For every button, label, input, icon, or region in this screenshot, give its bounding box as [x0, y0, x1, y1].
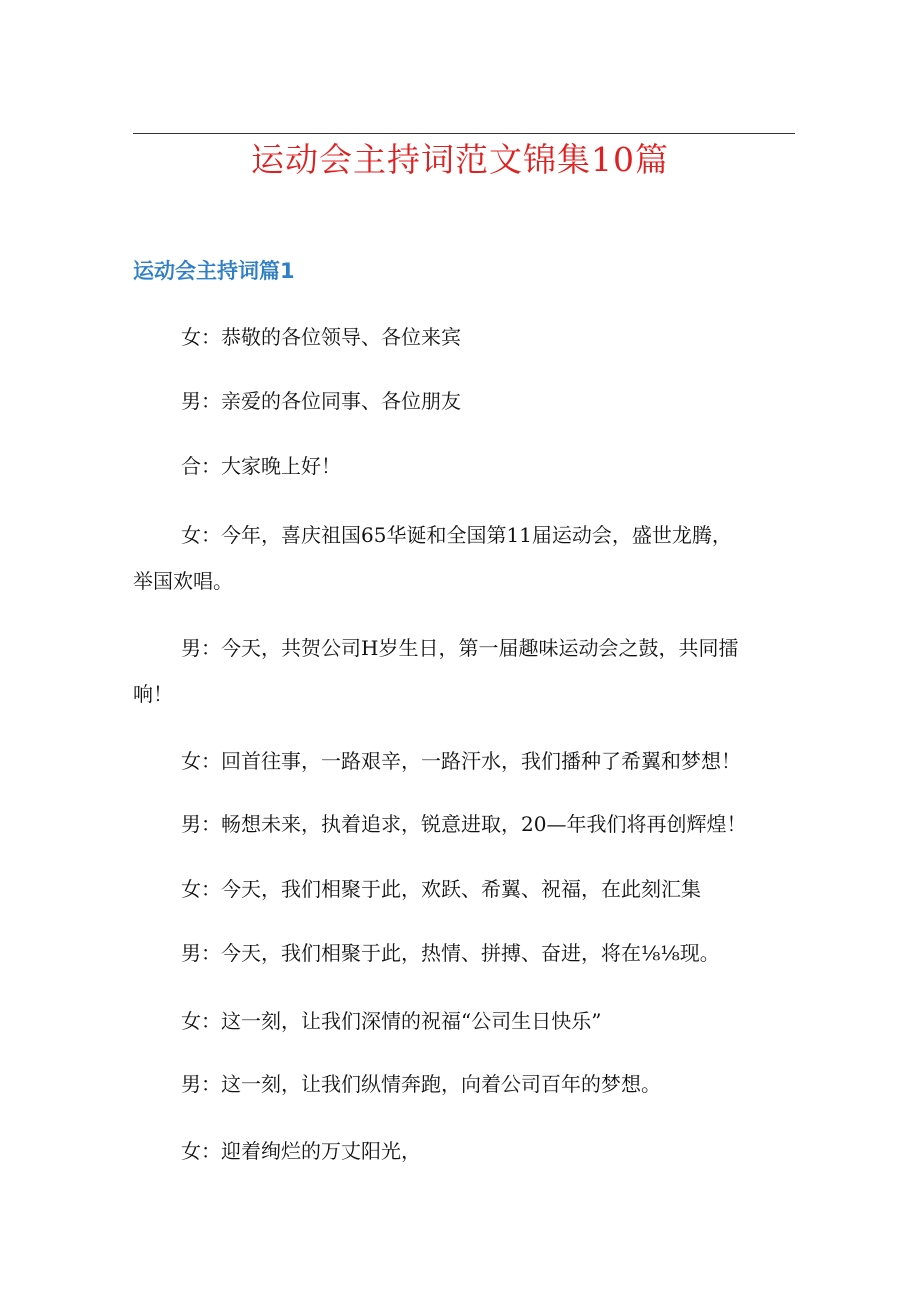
paragraph-line: 男：今天，我们相聚于此，热情、拼搏、奋进，将在⅛⅛现。 — [181, 941, 720, 965]
section-heading: 运动会主持词篇1 — [133, 259, 295, 283]
paragraph — [133, 625, 795, 717]
paragraph-line: 响！ — [133, 682, 173, 706]
paragraph — [133, 801, 795, 847]
paragraph-line: 女：恭敬的各位领导、各位来宾 — [181, 325, 461, 349]
paragraph — [133, 443, 795, 489]
paragraph — [133, 866, 795, 912]
paragraph — [133, 998, 795, 1044]
paragraph — [133, 738, 795, 784]
paragraph — [133, 314, 795, 360]
paragraph-line: 男：今天，共贺公司H岁生日，第一届趣味运动会之鼓，共同擂 — [181, 636, 739, 660]
paragraph-line: 女：今年，喜庆祖国65华诞和全国第11届运动会，盛世龙腾， — [181, 523, 732, 547]
paragraph — [133, 1061, 795, 1107]
paragraph-line: 女：迎着绚烂的万丈阳光， — [181, 1139, 421, 1163]
document-title: 运动会主持词范文锦集10篇 — [251, 140, 669, 179]
paragraph-line: 举国欢唱。 — [133, 569, 233, 593]
paragraph-line: 男：这一刻，让我们纵情奔跑，向着公司百年的梦想。 — [181, 1072, 661, 1096]
paragraph-line: 合：大家晚上好！ — [181, 454, 341, 478]
paragraph-line: 男：畅想未来，执着追求，锐意进取，20—年我们将再创辉煌！ — [181, 812, 747, 836]
title-rule — [133, 133, 795, 134]
paragraph-line: 女：这一刻，让我们深情的祝福“公司生日快乐” — [181, 1009, 602, 1033]
paragraph-line: 女：今天，我们相聚于此，欢跃、希翼、祝福，在此刻汇集 — [181, 877, 701, 901]
paragraph — [133, 512, 795, 604]
paragraph — [133, 1128, 795, 1174]
paragraph-line: 男：亲爱的各位同事、各位朋友 — [181, 389, 461, 413]
paragraph — [133, 930, 795, 976]
paragraph — [133, 378, 795, 424]
paragraph-line: 女：回首往事，一路艰辛，一路汗水，我们播种了希翼和梦想！ — [181, 749, 741, 773]
